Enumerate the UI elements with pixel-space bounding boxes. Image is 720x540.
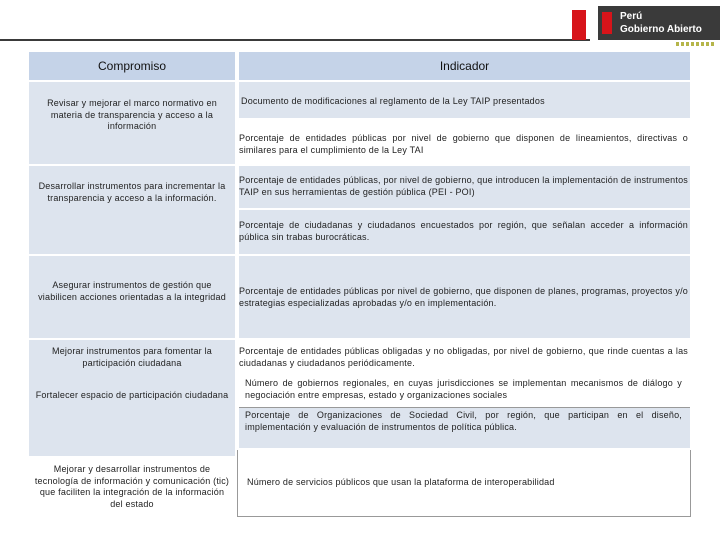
table-row-indicador bbox=[239, 340, 690, 374]
flag-icon bbox=[602, 12, 612, 34]
compromiso-text: Fortalecer espacio de participación ciudadana bbox=[35, 390, 229, 400]
table-row-compromiso bbox=[29, 340, 235, 456]
compromiso-text: Desarrollar instrumentos para incrementar la transparencia y acceso a la información. bbox=[38, 181, 226, 203]
table-row-compromiso bbox=[29, 256, 235, 338]
indicador-text: Porcentaje de entidades públicas por nivel de gobierno que disponen de lineamientos, directivas o similares para el cumplimiento de la Ley TAI bbox=[239, 133, 688, 155]
compromiso-text: Revisar y mejorar el marco normativo en materia de transparencia y acceso a la información bbox=[47, 98, 217, 131]
compromiso-text: Mejorar instrumentos para fomentar la participación ciudadana bbox=[52, 346, 212, 368]
indicador-text: Número de gobiernos regionales, en cuyas jurisdicciones se implementan mecanismos de diálogo y negociación entre empresas, estado y organizaciones sociales bbox=[245, 378, 682, 400]
cell-border bbox=[690, 450, 691, 516]
column-header-indicador: Indicador bbox=[239, 52, 690, 80]
logo-line-2: Gobierno Abierto bbox=[620, 24, 702, 35]
logo-decoration bbox=[676, 42, 716, 46]
table-row-indicador bbox=[239, 408, 690, 448]
peru-gobierno-abierto-logo bbox=[598, 6, 720, 40]
indicador-text: Porcentaje de entidades públicas obligadas y no obligadas, por nivel de gobierno, que rinde cuentas a las ciudadanas y ciudadanos periódicamente. bbox=[239, 346, 688, 368]
indicador-text: Porcentaje de entidades públicas, por nivel de gobierno, que introducen la implementación de instrumentos TAIP en sus herramientas de gestión pública (PEI - POI) bbox=[239, 175, 688, 197]
cell-border bbox=[237, 450, 238, 516]
red-accent-mark bbox=[572, 10, 586, 40]
table-row-indicador bbox=[239, 119, 690, 164]
table-row-indicador bbox=[239, 210, 690, 254]
indicador-text: Número de servicios públicos que usan la plataforma de interoperabilidad bbox=[247, 477, 555, 487]
table-row-compromiso bbox=[29, 82, 235, 164]
table-row-indicador bbox=[239, 450, 690, 516]
top-divider-line bbox=[0, 39, 590, 41]
compromiso-text: Mejorar y desarrollar instrumentos de tecnología de información y comunicación (tic) que faciliten la integración de la información del estado bbox=[34, 464, 230, 509]
compromiso-text: Asegurar instrumentos de gestión que viabilicen acciones orientadas a la integridad bbox=[38, 280, 226, 302]
table-row-indicador bbox=[239, 82, 690, 118]
indicador-text: Porcentaje de Organizaciones de Sociedad Civil, por región, que participan en el diseño, implementación y evaluación de instrumentos de política pública. bbox=[245, 410, 682, 432]
table-row-indicador bbox=[239, 375, 690, 408]
table-row-compromiso bbox=[29, 458, 235, 516]
table-row-indicador bbox=[239, 256, 690, 338]
indicador-text: Porcentaje de ciudadanas y ciudadanos encuestados por región, que señalan acceder a información pública sin trabas burocráticas. bbox=[239, 220, 688, 242]
cell-border bbox=[237, 516, 691, 517]
logo-line-1: Perú bbox=[620, 11, 643, 22]
table-row-indicador bbox=[239, 166, 690, 208]
indicador-text: Documento de modificaciones al reglamento de la Ley TAIP presentados bbox=[241, 96, 545, 106]
indicador-text: Porcentaje de entidades públicas por nivel de gobierno, que disponen de planes, programas, proyectos y/o estrategias especializadas aprobadas y/o en implementación. bbox=[239, 286, 688, 308]
column-header-compromiso: Compromiso bbox=[29, 52, 235, 80]
table-row-compromiso bbox=[29, 166, 235, 254]
row-divider bbox=[239, 407, 690, 408]
